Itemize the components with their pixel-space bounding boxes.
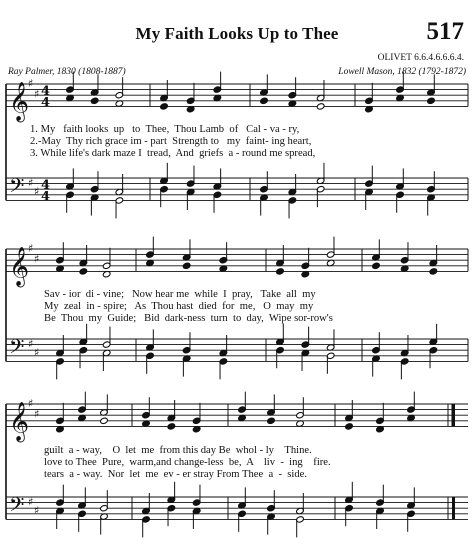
- verse-block-system-3: [0, 445, 474, 490]
- note-head: [100, 417, 109, 424]
- verse-line-1: 1. My faith looks up to Thee, Thou Lamb of Cal - va - ry,: [30, 124, 300, 135]
- note-head: [429, 268, 438, 275]
- sharp-icon: ♯: [28, 77, 34, 90]
- note-head: [182, 262, 191, 269]
- sharp-icon: ♯: [34, 87, 40, 101]
- sharp-icon: ♯: [28, 337, 34, 351]
- composer-credit: Lowell Mason, 1832 (1792-1872): [338, 67, 466, 77]
- time-signature-bottom: 4: [41, 95, 51, 111]
- note-head: [276, 268, 285, 275]
- verse-line-1: Sav - ior di - vine; Now hear me while I pray, Take all my: [44, 289, 316, 300]
- time-signature-top: 4: [41, 178, 51, 194]
- note-head: [372, 262, 381, 269]
- verse-line-3: tears a - way. Nor let me ev - er stray From Thee a - side.: [44, 469, 307, 480]
- lyricist-credit: Ray Palmer, 1830 (1808-1887): [8, 67, 126, 77]
- sharp-icon: ♯: [28, 495, 34, 509]
- verse-block-system-2: [0, 289, 474, 334]
- verse-line-1: guilt a - way, O let me from this day Be whol - ly Thine.: [44, 445, 312, 456]
- hymn-title: My Faith Looks Up to Thee: [135, 24, 339, 43]
- final-barline: [452, 497, 455, 519]
- note-head: [90, 97, 99, 104]
- sharp-icon: ♯: [34, 504, 40, 517]
- verse-line-2: My zeal in - spire; As Thou hast died for me, O may my: [44, 301, 314, 312]
- tune-meter: OLIVET 6.6.4.6.6.6.4.: [377, 53, 464, 63]
- sharp-icon: ♯: [28, 397, 34, 410]
- time-signature-bottom: 4: [41, 189, 51, 205]
- note-head: [167, 423, 176, 430]
- time-signature-top: 4: [41, 84, 51, 100]
- note-head: [160, 103, 169, 110]
- treble-clef: 𝄞: [9, 401, 30, 442]
- note-head: [260, 97, 269, 104]
- treble-clef: 𝄞: [9, 246, 30, 287]
- verse-line-2: 2.-May Thy rich grace im - part Strength to my faint- ing heart,: [30, 136, 312, 147]
- bass-clef: 𝄢: [9, 334, 25, 363]
- verse-block-system-1: [0, 124, 474, 169]
- sharp-icon: ♯: [34, 185, 40, 198]
- sharp-icon: ♯: [34, 346, 40, 359]
- note-head: [267, 417, 276, 424]
- note-head: [316, 103, 325, 110]
- sharp-icon: ♯: [34, 407, 40, 421]
- note-head: [345, 423, 354, 430]
- bass-clef: 𝄢: [9, 492, 25, 521]
- verse-line-3: 3. While life's dark maze I tread, And griefs a - round me spread,: [30, 148, 316, 159]
- bass-clef: 𝄢: [9, 173, 25, 202]
- hymn-number: 517: [426, 18, 464, 45]
- verse-line-2: love to Thee Pure, warm,and change-less be, A liv - ing fire.: [44, 457, 331, 468]
- note-head: [79, 268, 88, 275]
- sharp-icon: ♯: [34, 252, 40, 266]
- sharp-icon: ♯: [28, 242, 34, 255]
- verse-line-3: Be Thou my Guide; Bid dark-ness turn to day, Wipe sor-row's: [44, 313, 333, 324]
- treble-clef: 𝄞: [9, 81, 30, 122]
- sharp-icon: ♯: [28, 176, 34, 190]
- note-head: [427, 97, 436, 104]
